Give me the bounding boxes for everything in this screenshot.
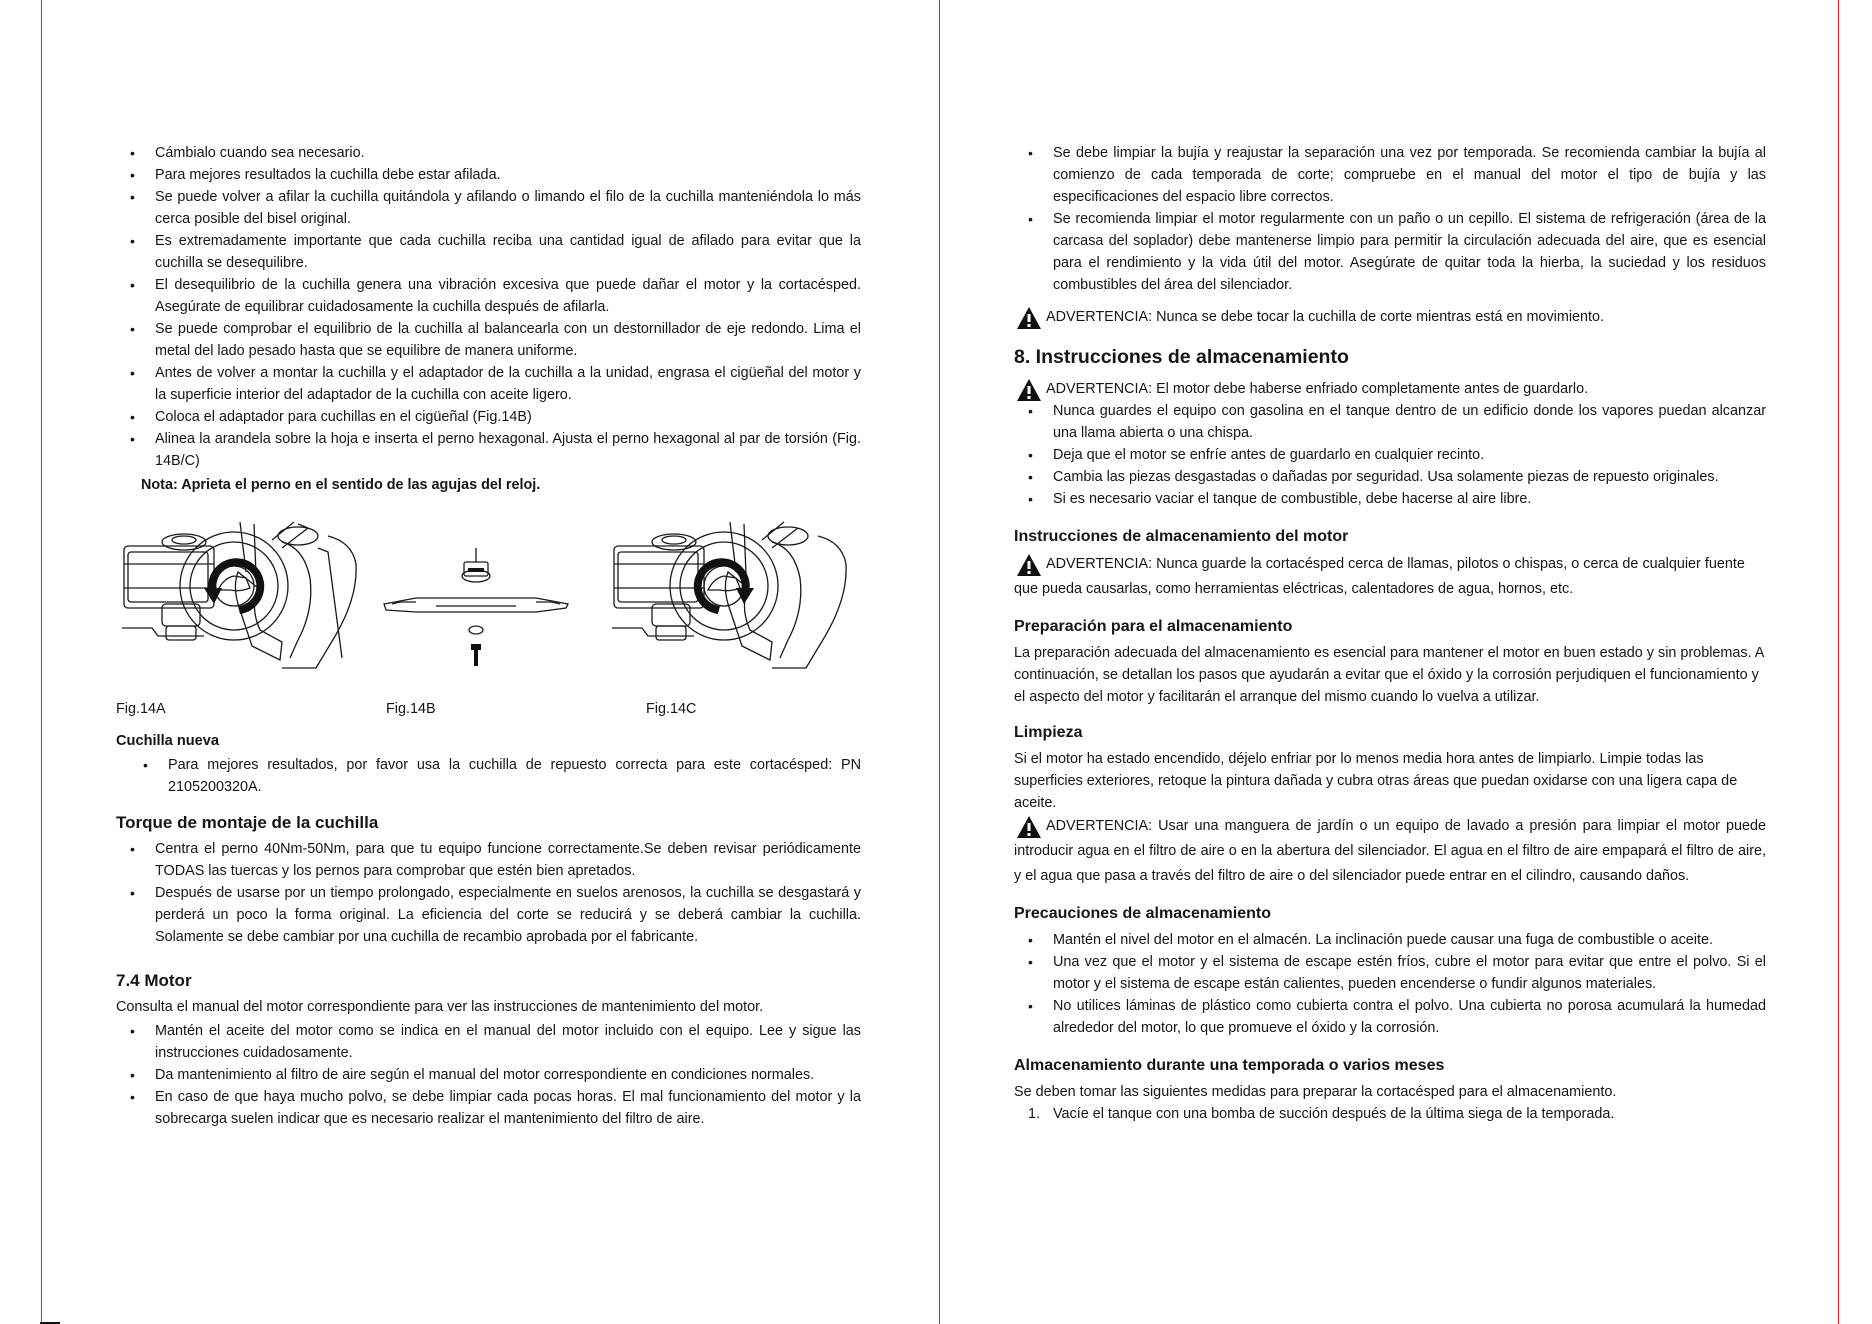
figure-captions: [116, 698, 861, 720]
list-item: • Para mejores resultados, por favor usa la cuchilla de repuesto correcta para este cortacésped: PN 2105200320A.: [116, 754, 861, 798]
torque-heading: Torque de montaje de la cuchilla: [116, 813, 379, 832]
motor-intro: Consulta el manual del motor correspondiente para ver las instrucciones de mantenimiento del motor.: [116, 999, 764, 1015]
new-blade-heading: Cuchilla nueva: [116, 733, 219, 749]
left-page-content: [116, 142, 861, 1130]
list-item: • Una vez que el motor y el sistema de escape estén fríos, cubre el motor para evitar que entre el polvo. Si el motor y el sistema de escape están calientes, pueden encenderse o fundir algunos materiales.: [1014, 951, 1766, 995]
list-item: • Alinea la arandela sobre la hoja e inserta el perno hexagonal. Ajusta el perno hexagonal al par de torsión (Fig. 14B/C): [116, 428, 861, 472]
cleaning-heading: Limpieza: [1014, 724, 1083, 741]
spark-plug-list: [1014, 142, 1766, 296]
list-item: [1014, 1103, 1766, 1125]
cleaning-text: Si el motor ha estado encendido, déjelo enfriar por lo menos media hora antes de limpiarlo. Limpie todas las superficies exteriores, retoque la pintura dañada y cubra otras áreas que puedan oxidarse con una ligera capa de aceite.: [1014, 751, 1738, 811]
season-steps: [1014, 1103, 1766, 1125]
storage-heading: 8. Instrucciones de almacenamiento: [1014, 346, 1349, 368]
warning-text: ADVERTENCIA: Nunca se debe tocar la cuchilla de corte mientras está en movimiento.: [1046, 309, 1605, 325]
warning-engine-cool: [1014, 378, 1766, 400]
warning-text: ADVERTENCIA: El motor debe haberse enfriado completamente antes de guardarlo.: [1046, 381, 1589, 397]
warning-icon: [1016, 378, 1042, 402]
fig-14b-caption: Fig.14B: [386, 701, 436, 717]
warning-text: ADVERTENCIA: Nunca guarde la cortacésped cerca de llamas, pilotos o chispas, o cerca de cualquier fuente que pueda causarlas, como herramientas eléctricas, calentadores de agua, hornos, etc.: [1014, 556, 1745, 597]
preparation-heading: Preparación para el almacenamiento: [1014, 618, 1293, 635]
warning-icon: [1016, 553, 1042, 577]
preparation-text: La preparación adecuada del almacenamiento es esencial para mantener el motor en buen estado y sin problemas. A continuación, se detallan los pasos que ayudarán a evitar que el óxido y la corrosión perjudiquen el funcionamiento y el aspecto del motor y facilitarán el arranque del mismo cuando lo vuelva a utilizar.: [1014, 645, 1764, 705]
step-text: Vacíe el tanque con una bomba de succión después de la última siega de la temporada.: [1053, 1106, 1615, 1122]
fig-14c-caption: Fig.14C: [646, 701, 697, 717]
fig-14c-bolt-tightening-drawing: [612, 518, 852, 690]
motor-heading: 7.4 Motor: [116, 971, 192, 990]
list-item: • Deja que el motor se enfríe antes de guardarlo en cualquier recinto.: [1014, 444, 1766, 466]
list-item: • Para mejores resultados la cuchilla debe estar afilada.: [116, 164, 861, 186]
blade-maintenance-list: [116, 142, 861, 472]
warning-icon: [1016, 815, 1042, 839]
storage-list: [1014, 400, 1766, 510]
list-item: • Cámbialo cuando sea necesario.: [116, 142, 861, 164]
season-storage-heading: Almacenamiento durante una temporada o varios meses: [1014, 1057, 1445, 1074]
list-item: • Centra el perno 40Nm-50Nm, para que tu equipo funcione correctamente.Se deben revisar periódicamente TODAS las tuercas y los pernos para comprobar que estén bien apretados.: [116, 838, 861, 882]
fig-14a-caption: Fig.14A: [116, 701, 166, 717]
list-item: • Se puede volver a afilar la cuchilla quitándola y afilando o limando el filo de la cuchilla manteniéndola lo más cerca posible del bisel original.: [116, 186, 861, 230]
list-item: • Se recomienda limpiar el motor regularmente con un paño o un cepillo. El sistema de refrigeración (área de la carcasa del soplador) debe mantenerse limpio para permitir la circulación adecuada del aire, que es esencial para el rendimiento y la vida útil del motor. Asegúrate de quitar toda la hierba, la suciedad y los residuos combustibles del área del silenciador.: [1014, 208, 1766, 296]
right-page-content: [1014, 142, 1766, 1125]
warning-icon: [1016, 306, 1042, 330]
tightening-note: Nota: Aprieta el perno en el sentido de las agujas del reloj.: [141, 477, 541, 493]
list-item: • Se puede comprobar el equilibrio de la cuchilla al balancearla con un destornillador de eje redondo. Lima el metal del lado pesado hasta que se equilibre de manera uniforme.: [116, 318, 861, 362]
list-item: • Da mantenimiento al filtro de aire según el manual del motor correspondiente en condiciones normales.: [116, 1064, 861, 1086]
warning-text: ADVERTENCIA: Usar una manguera de jardín o un equipo de lavado a presión para limpiar el motor puede introducir agua en el filtro de aire o en la abertura del silenciador. El agua en el filtro de aire empapará el filtro de aire, y el agua que pasa a través del filtro de aire o del silenciador puede entrar en el cilindro, causando daños.: [1014, 818, 1766, 884]
new-blade-list: [116, 754, 861, 798]
precautions-list: [1014, 929, 1766, 1039]
torque-list: [116, 838, 861, 948]
list-item: • Es extremadamente importante que cada cuchilla reciba una cantidad igual de afilado para evitar que la cuchilla se desequilibre.: [116, 230, 861, 274]
list-item: • Se debe limpiar la bujía y reajustar la separación una vez por temporada. Se recomienda cambiar la bujía al comienzo de cada temporada de corte; compruebe en el manual del motor el tipo de bujía y las especificaciones del espacio libre correctos.: [1014, 142, 1766, 208]
motor-list: [116, 1020, 861, 1130]
engine-storage-heading: Instrucciones de almacenamiento del motor: [1014, 528, 1349, 545]
step-number: 1.: [1028, 1106, 1041, 1122]
list-item: • Si es necesario vaciar el tanque de combustible, debe hacerse al aire libre.: [1014, 488, 1766, 510]
list-item: • Antes de volver a montar la cuchilla y el adaptador de la cuchilla a la unidad, engrasa el cigüeñal del motor y la superficie interior del adaptador de la cuchilla con aceite ligero.: [116, 362, 861, 406]
warning-flames: [1014, 552, 1766, 602]
list-item: • Mantén el aceite del motor como se indica en el manual del motor incluido con el equipo. Lee y sigue las instrucciones cuidadosamente.: [116, 1020, 861, 1064]
list-item: • El desequilibrio de la cuchilla genera una vibración excesiva que puede dañar el motor y la cortacésped. Asegúrate de equilibrar cuidadosamente la cuchilla después de afilarla.: [116, 274, 861, 318]
list-item: • En caso de que haya mucho polvo, se debe limpiar cada pocas horas. El mal funcionamiento del motor y la sobrecarga suelen indicar que es necesario realizar el mantenimiento del filtro de aire.: [116, 1086, 861, 1130]
fig-14b-blade-exploded-drawing: [376, 518, 576, 690]
list-item: • Cambia las piezas desgastadas o dañadas por seguridad. Usa solamente piezas de repuesto originales.: [1014, 466, 1766, 488]
figure-row: [116, 518, 861, 690]
precautions-heading: Precauciones de almacenamiento: [1014, 905, 1271, 922]
list-item: • Coloca el adaptador para cuchillas en el cigüeñal (Fig.14B): [116, 406, 861, 428]
warning-pressure-wash: [1014, 814, 1766, 889]
list-item: • Después de usarse por un tiempo prolongado, especialmente en suelos arenosos, la cuchilla se desgastará y perderá un poco la forma original. La eficiencia del corte se reducirá y se deberá cambiar la cuchilla. Solamente se debe cambiar por una cuchilla de recambio aprobada por el fabricante.: [116, 882, 861, 948]
list-item: • No utilices láminas de plástico como cubierta contra el polvo. Una cubierta no porosa acumulará la humedad alrededor del motor, lo que promueve el óxido y la corrosión.: [1014, 995, 1766, 1039]
warning-blade-motion: [1014, 306, 1766, 328]
season-intro: Se deben tomar las siguientes medidas para preparar la cortacésped para el almacenamiento.: [1014, 1084, 1617, 1100]
list-item: • Nunca guardes el equipo con gasolina en el tanque dentro de un edificio donde los vapores puedan alcanzar una llama abierta o una chispa.: [1014, 400, 1766, 444]
list-item: • Mantén el nivel del motor en el almacén. La inclinación puede causar una fuga de combustible o aceite.: [1014, 929, 1766, 951]
fig-14a-blade-mount-drawing: [122, 518, 362, 690]
